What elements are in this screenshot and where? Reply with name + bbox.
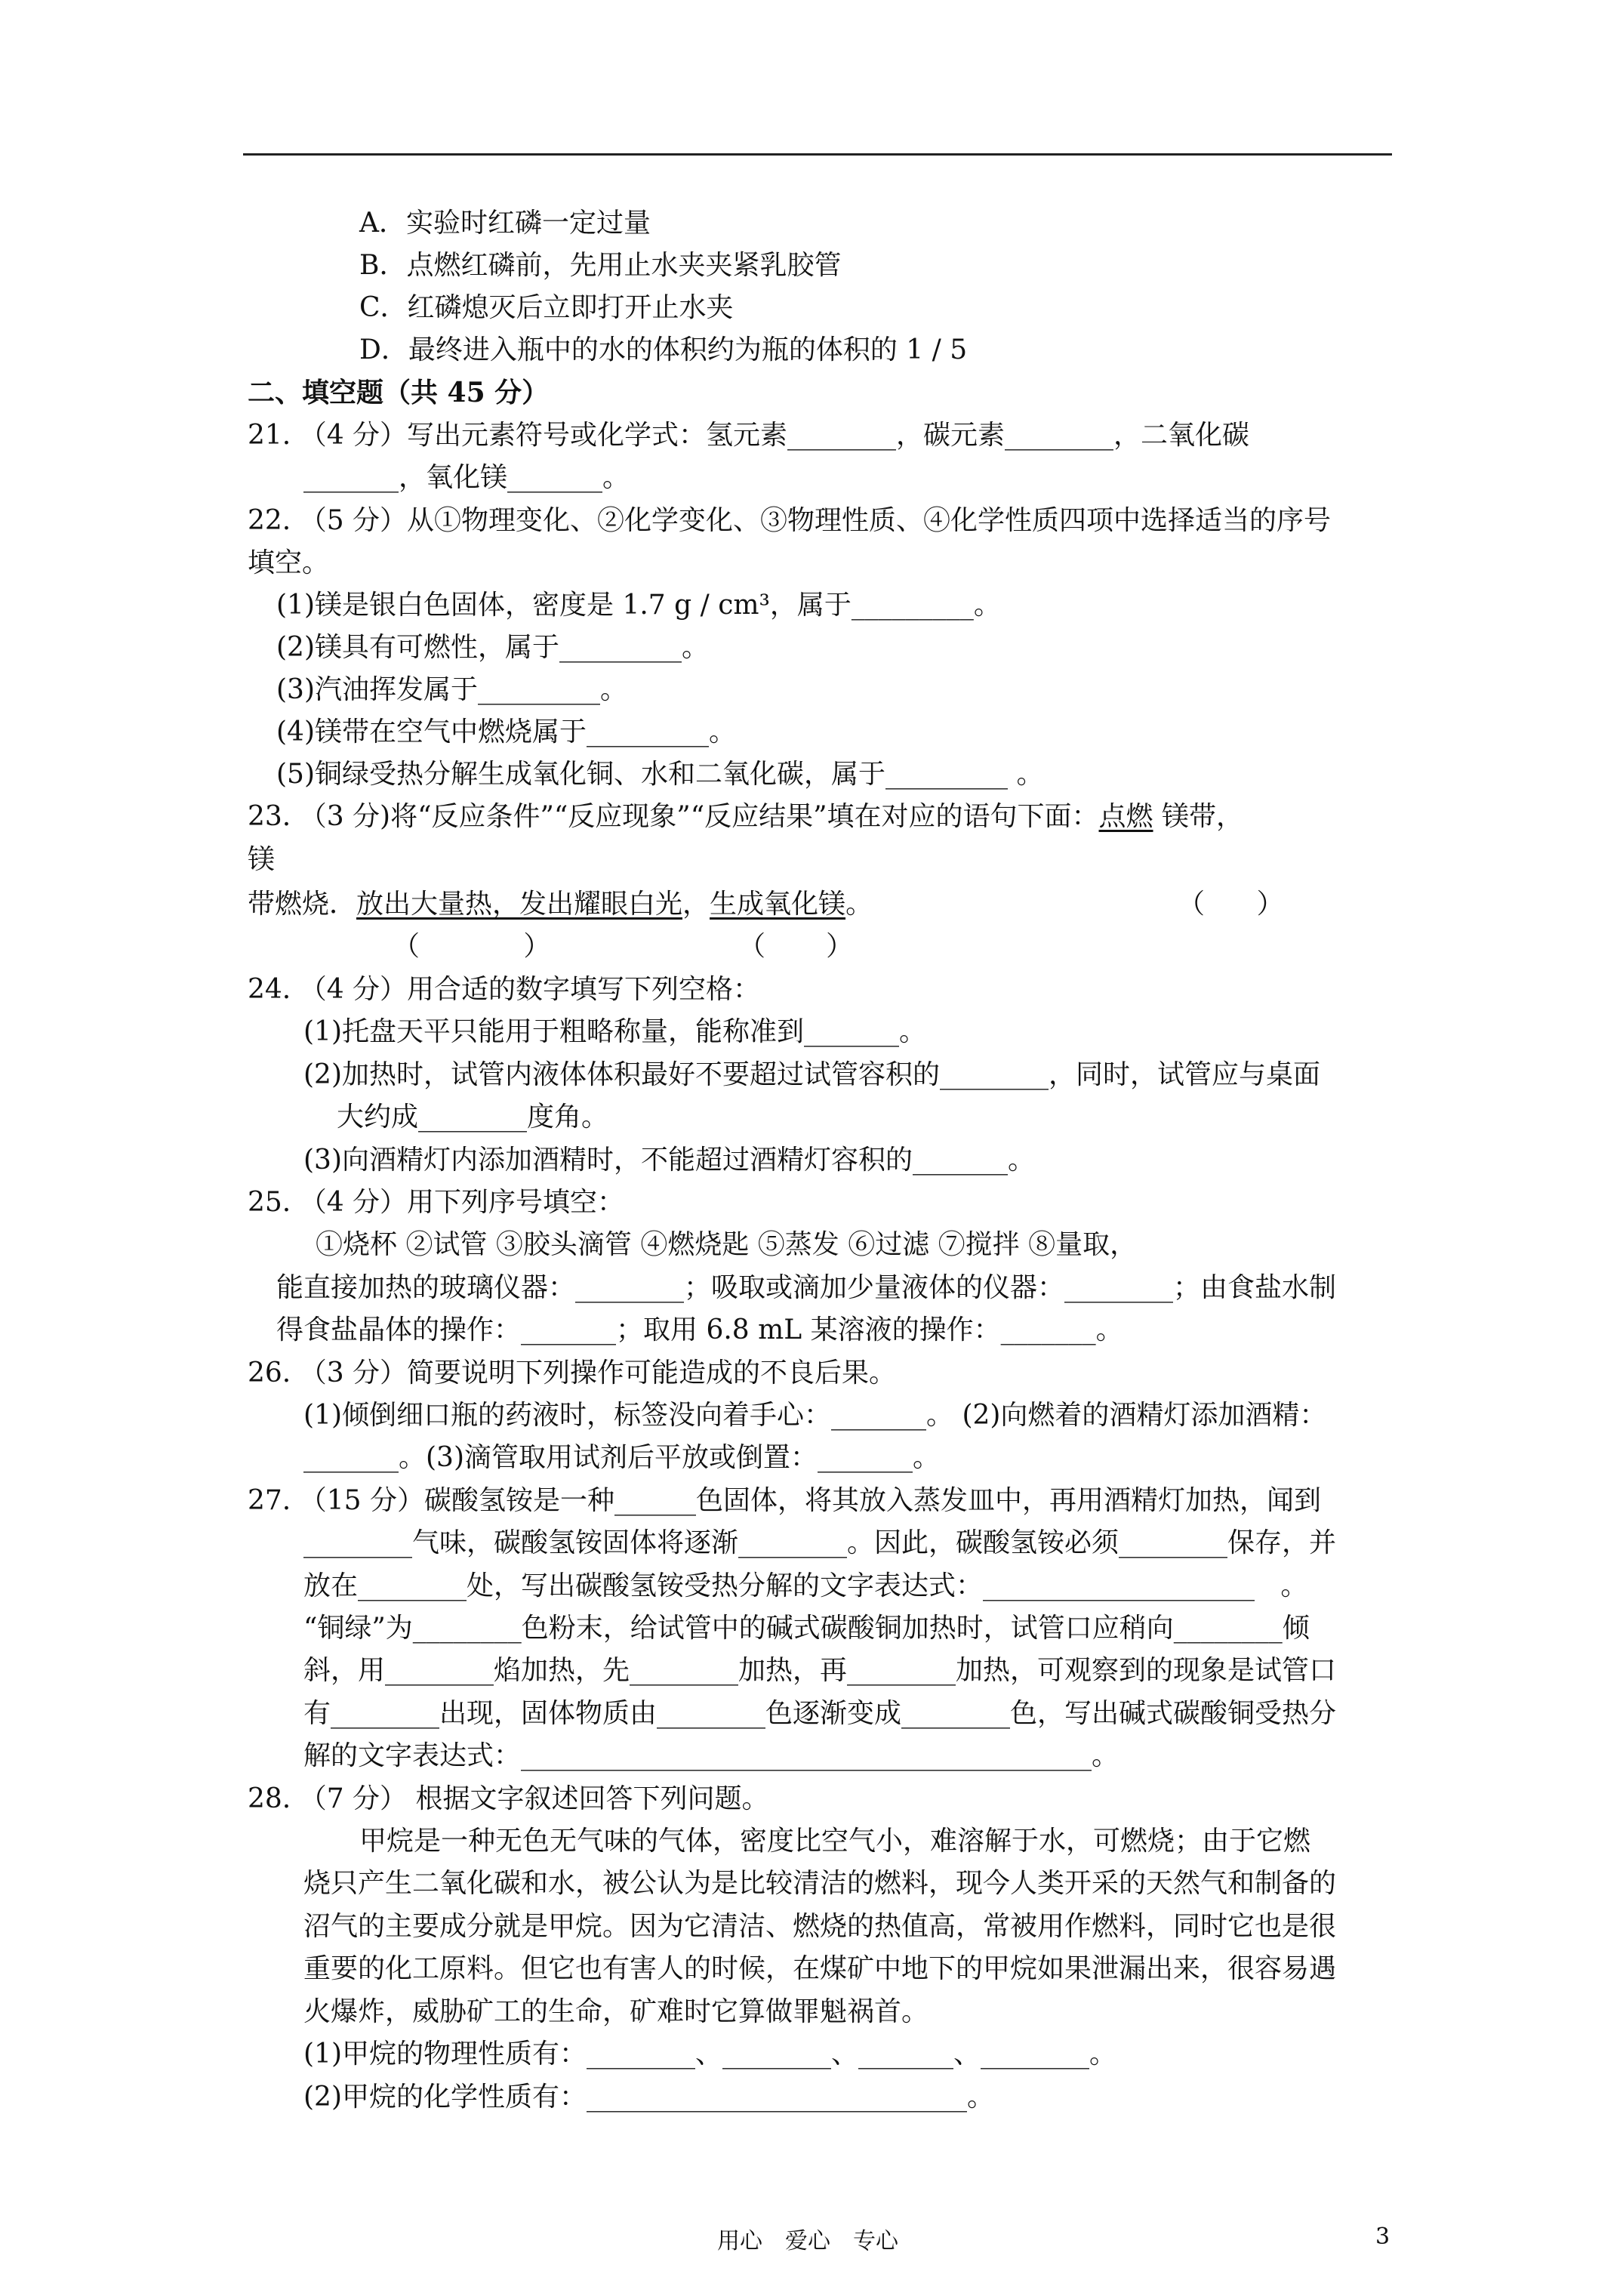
q23-paren-condition[interactable]: （ ） (1178, 889, 1284, 920)
q23-line3-suffix: 。 (845, 889, 873, 920)
q26-line-1: 26. （3 分）简要说明下列操作可能造成的不良后果。 (248, 1358, 897, 1388)
q25-options: ①烧杯 ②试管 ③胶头滴管 ④燃烧匙 ⑤蒸发 ⑥过滤 ⑦搅拌 ⑧量取， (316, 1229, 1138, 1260)
q28-passage-1: 甲烷是一种无色无气味的气体，密度比空气小，难溶解于水，可燃烧；由于它燃 (359, 1826, 1311, 1857)
q28-line-1: 28. （7 分） 根据文字叙述回答下列问题。 (248, 1783, 769, 1814)
q23-suffix: 镁带， (1153, 801, 1243, 832)
q27-line-3: 放在________处，写出碳酸氢铵受热分解的文字表达式：____________________ 。 (303, 1570, 1308, 1601)
q21-line-1: 21. （4 分）写出元素符号或化学式：氢元素________，碳元素________，二氧化碳 (248, 420, 1250, 451)
q28-passage-2: 烧只产生二氧化碳和水，被公认为是比较清洁的燃料，现今人类开采的天然气和制备的 (303, 1868, 1337, 1899)
q27-line-4: “铜绿”为________色粉末，给试管中的碱式碳酸铜加热时，试管口应稍向________倾 (303, 1613, 1310, 1644)
section-title: 二、填空题（共 45 分） (248, 377, 550, 408)
q28-passage-5: 火爆炸，威胁矿工的生命，矿难时它算做罪魁祸首。 (303, 1996, 929, 2027)
q23-phenomenon-text: 放出大量热，发出耀眼白光 (356, 889, 683, 920)
q22-item-2: (2)镁具有可燃性，属于_________。 (276, 632, 709, 663)
header-rule (243, 153, 1392, 156)
q20-option-c: C．红磷熄灭后立即打开止水夹 (359, 292, 734, 323)
q23-line-1 (248, 800, 1243, 834)
q24-line-1: 24. （4 分）用合适的数字填写下列空格： (248, 974, 761, 1005)
q23-condition-text: 点燃 (1098, 801, 1153, 832)
q25-line-4: 得食盐晶体的操作：_______；取用 6.8 mL 某溶液的操作：_______。 (276, 1314, 1123, 1345)
q28-passage-4: 重要的化工原料。但它也有害人的时候，在煤矿中地下的甲烷如果泄漏出来，很容易遇 (303, 1953, 1337, 1984)
q22-line-2: 填空。 (248, 547, 330, 578)
q22-item-5: (5)铜绿受热分解生成氧化铜、水和二氧化碳，属于_________ 。 (276, 759, 1044, 790)
q27-line-7: 解的文字表达式：__________________________________________。 (303, 1740, 1119, 1771)
q25-line-3: 能直接加热的玻璃仪器：________；吸取或滴加少量液体的仪器：________；由食盐水制 (276, 1272, 1337, 1303)
q28-item-2: (2)甲烷的化学性质有：____________________________。 (303, 2082, 994, 2113)
q26-line-2: (1)倾倒细口瓶的药液时，标签没向着手心：_______。 (2)向燃着的酒精灯添加酒精： (303, 1400, 1327, 1431)
q23-result-text: 生成氧化镁 (710, 889, 846, 920)
q24-item-2-cont: 大约成________度角。 (337, 1102, 609, 1133)
q25-line-1: 25. （4 分）用下列序号填空： (248, 1187, 625, 1218)
q22-item-1: (1)镁是银白色固体，密度是 1.7 g / cm³，属于_________。 (276, 590, 1001, 621)
q28-passage-3: 沼气的主要成分就是甲烷。因为它清洁、燃烧的热值高，常被用作燃料，同时它也是很 (303, 1911, 1337, 1942)
q22-line-1: 22. （5 分）从①物理变化、②化学变化、③物理性质、④化学性质四项中选择适当的序号 (248, 505, 1332, 536)
q26-line-3: _______。(3)滴管取用试剂后平放或倒置：_______。 (303, 1442, 940, 1473)
q27-line-1: 27. （15 分）碳酸氢铵是一种______色固体，将其放入蒸发皿中，再用酒精灯加热，闻到 (248, 1485, 1321, 1516)
page-footer: 用心 爱心 专心 (717, 2228, 898, 2254)
q24-item-1: (1)托盘天平只能用于粗略称量，能称准到_______。 (303, 1016, 926, 1047)
q22-item-4: (4)镁带在空气中燃烧属于_________。 (276, 717, 736, 747)
q23-line3-mid: ， (682, 889, 710, 920)
q27-line-5: 斜，用________焰加热，先________加热，再________加热，可观察到的现象是试管口 (303, 1655, 1337, 1686)
q20-option-a: A．实验时红磷一定过量 (359, 208, 651, 239)
q24-item-2: (2)加热时，试管内液体体积最好不要超过试管容积的________，同时，试管应与桌面 (303, 1059, 1320, 1090)
page-number: 3 (1375, 2224, 1390, 2250)
q28-item-1: (1)甲烷的物理性质有：________、________、_______、________。 (303, 2039, 1116, 2069)
q24-item-3: (3)向酒精灯内添加酒精时，不能超过酒精灯容积的_______。 (303, 1145, 1035, 1176)
q20-option-b: B．点燃红磷前，先用止水夹夹紧乳胶管 (359, 250, 842, 281)
q23-line-2: 镁 (248, 844, 276, 875)
q27-line-6: 有________出现，固体物质由________色逐渐变成________色，写出碱式碳酸铜受热分 (303, 1698, 1337, 1729)
q23-prefix: 23. （3 分)将“反应条件”“反应现象”“反应结果”填在对应的语句下面： (248, 801, 1099, 832)
q23-paren-phenomenon[interactable]: （ ） (393, 931, 551, 962)
q23-line3-prefix: 带燃烧． (248, 889, 357, 920)
q23-paren-result[interactable]: （ ） (738, 931, 854, 962)
q23-line-3 (248, 888, 873, 921)
q22-item-3: (3)汽油挥发属于_________。 (276, 674, 627, 705)
q21-line-2: _______，氧化镁_______。 (303, 462, 630, 493)
q20-option-d: D．最终进入瓶中的水的体积约为瓶的体积的 1 / 5 (359, 334, 968, 365)
q27-line-2: ________气味，碳酸氢铵固体将逐渐________。因此，碳酸氢铵必须________保存，并 (303, 1527, 1337, 1558)
